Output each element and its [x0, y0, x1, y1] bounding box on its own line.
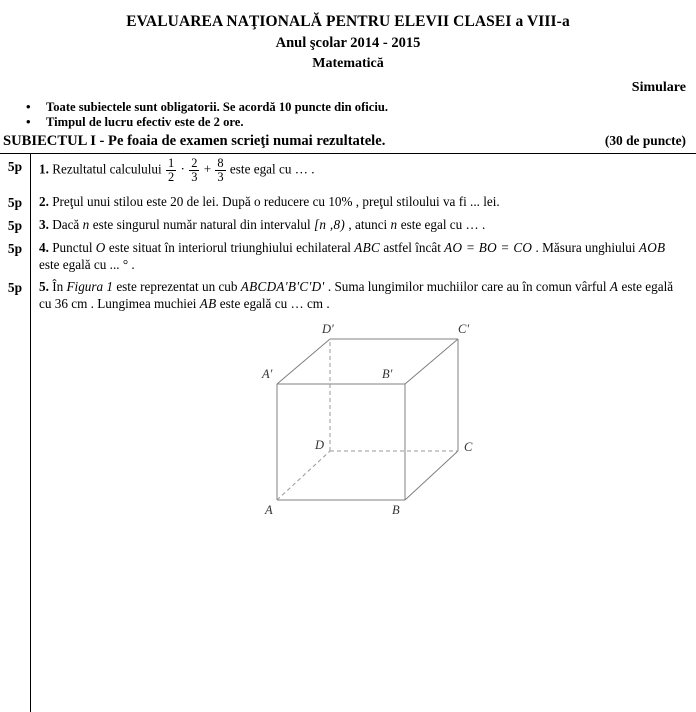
cube-vertex-label: C [464, 439, 473, 454]
problem-text: este egal cu … . [397, 216, 486, 232]
problem-points: 5p [7, 194, 23, 210]
cube-edge [405, 339, 458, 384]
subject-title: SUBIECTUL I - Pe foaia de examen scrieţi numai rezultatele. [3, 133, 386, 149]
problem-text: este reprezentat un cub [113, 278, 241, 294]
problem-body [30, 275, 696, 312]
cube-figure-container [0, 316, 696, 516]
problem-body [30, 236, 696, 273]
problem-text: . Măsura unghiului [532, 239, 639, 255]
cube-vertex-label: A [265, 502, 273, 517]
fraction-eight-thirds [215, 157, 225, 185]
problem-number: 1. [39, 161, 49, 177]
problem-text: Punctul [52, 239, 96, 255]
math-vertex-a: A [609, 278, 619, 294]
figure-reference: Figura 1 [66, 278, 114, 294]
problem-row [0, 190, 696, 211]
cube-edge [277, 339, 330, 384]
cube-vertex-label: A' [262, 366, 273, 381]
problem-text: . Suma lungimilor muchiilor care au în comun vârful [324, 278, 610, 294]
cube-vertex-label: B' [382, 366, 393, 381]
operator-multiply: · [180, 161, 185, 177]
problem-points: 5p [7, 159, 23, 174]
problem-number: 2. [39, 193, 49, 209]
problem-text: este singurul număr natural din intervalul [89, 216, 314, 232]
problem-row [0, 275, 696, 312]
instruction-item: • Toate subiectele sunt obligatorii. Se acordă 10 puncte din oficiu. [0, 100, 696, 115]
problem-text: astfel încât [380, 239, 445, 255]
problem-row [0, 213, 696, 234]
problem-row [0, 154, 696, 185]
problem-number: 3. [39, 216, 49, 232]
exam-title-main: EVALUAREA NAŢIONALĂ PENTRU ELEVII CLASEI a VIII-a [126, 13, 570, 30]
subject-points: (30 de puncte) [604, 133, 686, 148]
cube-hidden-edge [277, 451, 330, 500]
subject-heading-row [0, 133, 696, 150]
document-header [0, 0, 696, 74]
problem-body [30, 213, 696, 233]
fraction-two-thirds [189, 157, 199, 185]
problem-text-tail: este egal cu … . [229, 161, 315, 177]
math-variable-n: n [390, 216, 398, 232]
problem-text: este egală cu … cm . [216, 295, 330, 311]
cube-vertex-label: B [392, 502, 400, 517]
problem-text: este egală cu ... ° . [39, 256, 135, 272]
problem-points: 5p [7, 240, 23, 256]
math-variable-n: n [82, 216, 90, 232]
cube-edge [405, 451, 458, 500]
math-triangle-abc: ABC [354, 239, 381, 255]
problem-points: 5p [7, 217, 23, 233]
exam-subject-name: Matematică [312, 56, 384, 71]
problem-number: 5. [39, 278, 49, 294]
fraction-numerator: 1 [167, 156, 175, 170]
problem-text: este egală cu 36 cm . Lungimea muchiei [39, 278, 674, 311]
exam-school-year: Anul şcolar 2014 - 2015 [275, 35, 421, 51]
math-equation: AO = BO = CO [444, 239, 533, 255]
problems-section [0, 154, 696, 312]
math-angle-aob: AOB [638, 239, 666, 255]
problem-text: În [52, 278, 67, 294]
cube-vertex-label: D [315, 437, 325, 452]
problem-body [30, 190, 696, 210]
problem-body [30, 154, 696, 185]
problem-text: Preţul unui stilou este 20 de lei. După o reducere cu 10% , preţul stiloului va fi ... lei. [52, 193, 500, 209]
fraction-denominator: 3 [191, 170, 198, 185]
cube-diagram [0, 316, 696, 526]
math-edge-ab: AB [199, 295, 217, 311]
instruction-item: • Timpul de lucru efectiv este de 2 ore. [0, 115, 696, 130]
fraction-numerator: 2 [191, 156, 198, 170]
problem-text: Rezultatul calculului [52, 161, 162, 177]
math-interval: [n ,8) [313, 216, 346, 232]
fraction-denominator: 3 [217, 170, 224, 185]
operator-plus: + [203, 161, 212, 177]
fraction-denominator: 2 [167, 170, 175, 185]
fraction-one-half [166, 157, 176, 185]
problem-text: Dacă [52, 216, 83, 232]
math-cube-name: ABCDA'B'C'D' [240, 278, 325, 294]
cube-vertex-label: D' [322, 321, 334, 336]
problem-row [0, 236, 696, 273]
problem-text: este situat în interiorul triunghiului echilateral [105, 239, 355, 255]
instructions-list [0, 100, 696, 130]
math-point-o: O [95, 239, 106, 255]
problem-number: 4. [39, 239, 49, 255]
problem-text: , atunci [345, 216, 391, 232]
simulare-label: Simulare [631, 80, 686, 95]
problem-points: 5p [7, 279, 23, 295]
fraction-numerator: 8 [217, 156, 224, 170]
simulare-row [0, 78, 696, 96]
cube-vertex-label: C' [458, 321, 470, 336]
